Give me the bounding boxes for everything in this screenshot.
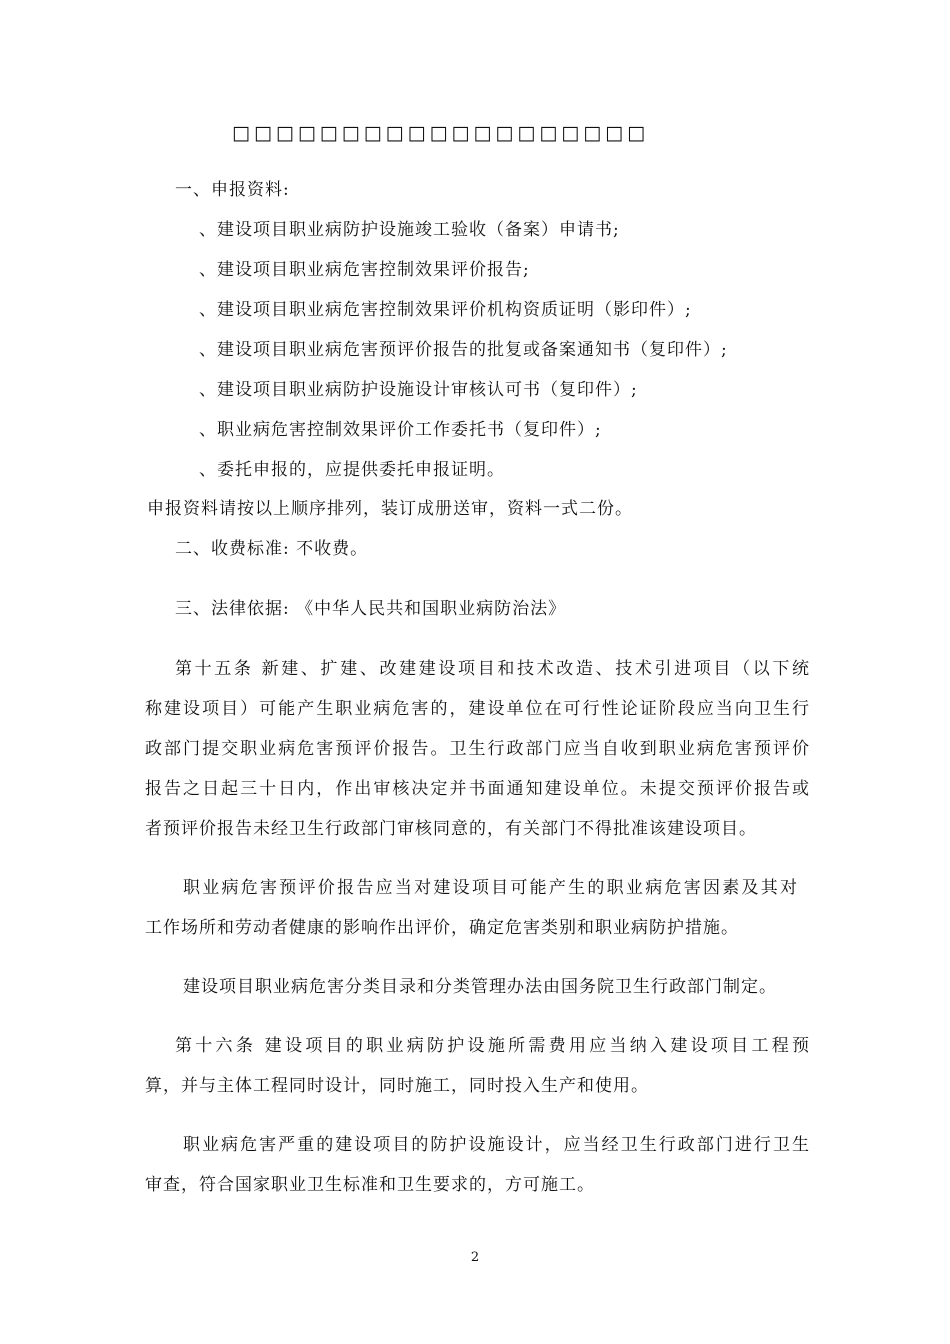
list-item: 、职业病危害控制效果评价工作委托书（复印件）; [199, 420, 602, 440]
article15-para3: 建设项目职业病危害分类目录和分类管理办法由国务院卫生行政部门制定。 [183, 977, 777, 997]
page-number: 2 [470, 1250, 480, 1265]
list-item: 、建设项目职业病危害控制效果评价机构资质证明（影印件）; [199, 300, 692, 320]
submission-note: 申报资料请按以上顺序排列，装订成册送审，资料一式二份。 [147, 499, 633, 519]
article15-para2-line: 工作场所和劳动者健康的影响作出评价，确定危害类别和职业病防护措施。 [145, 918, 739, 938]
article16-para2-line: 职业病危害严重的建设项目的防护设施设计，应当经卫生行政部门进行卫生 [183, 1135, 809, 1155]
section1-heading: 一、申报资料: [175, 180, 290, 200]
list-item: 、委托申报的，应提供委托申报证明。 [199, 460, 505, 480]
list-item: 、建设项目职业病危害控制效果评价报告; [199, 260, 530, 280]
list-item: 、建设项目职业病防护设施设计审核认可书（复印件）; [199, 380, 638, 400]
article15-line: 称建设项目）可能产生职业病危害的，建设单位在可行性论证阶段应当向卫生行 [145, 699, 809, 719]
section2-heading: 二、收费标准: 不收费。 [175, 539, 369, 559]
section3-heading: 三、法律依据: 《中华人民共和国职业病防治法》 [175, 599, 567, 619]
article16-line: 算，并与主体工程同时设计，同时施工，同时投入生产和使用。 [145, 1076, 649, 1096]
article16-line: 第十六条 建设项目的职业病防护设施所需费用应当纳入建设项目工程预 [175, 1036, 809, 1056]
list-item: 、建设项目职业病防护设施竣工验收（备案）申请书; [199, 220, 620, 240]
document-title: □□□□□□□□□□□□□□□□□□□ [232, 122, 650, 144]
article15-line: 报告之日起三十日内，作出审核决定并书面通知建设单位。未提交预评价报告或 [145, 779, 809, 799]
article16-para2-line: 审查，符合国家职业卫生标准和卫生要求的，方可施工。 [145, 1175, 595, 1195]
article15-para2-line: 职业病危害预评价报告应当对建设项目可能产生的职业病危害因素及其对 [183, 878, 797, 898]
article15-line: 政部门提交职业病危害预评价报告。卫生行政部门应当自收到职业病危害预评价 [145, 739, 809, 759]
list-item: 、建设项目职业病危害预评价报告的批复或备案通知书（复印件）; [199, 340, 728, 360]
article15-line: 第十五条 新建、扩建、改建建设项目和技术改造、技术引进项目（以下统 [175, 659, 809, 679]
article15-line: 者预评价报告未经卫生行政部门审核同意的，有关部门不得批准该建设项目。 [145, 819, 757, 839]
